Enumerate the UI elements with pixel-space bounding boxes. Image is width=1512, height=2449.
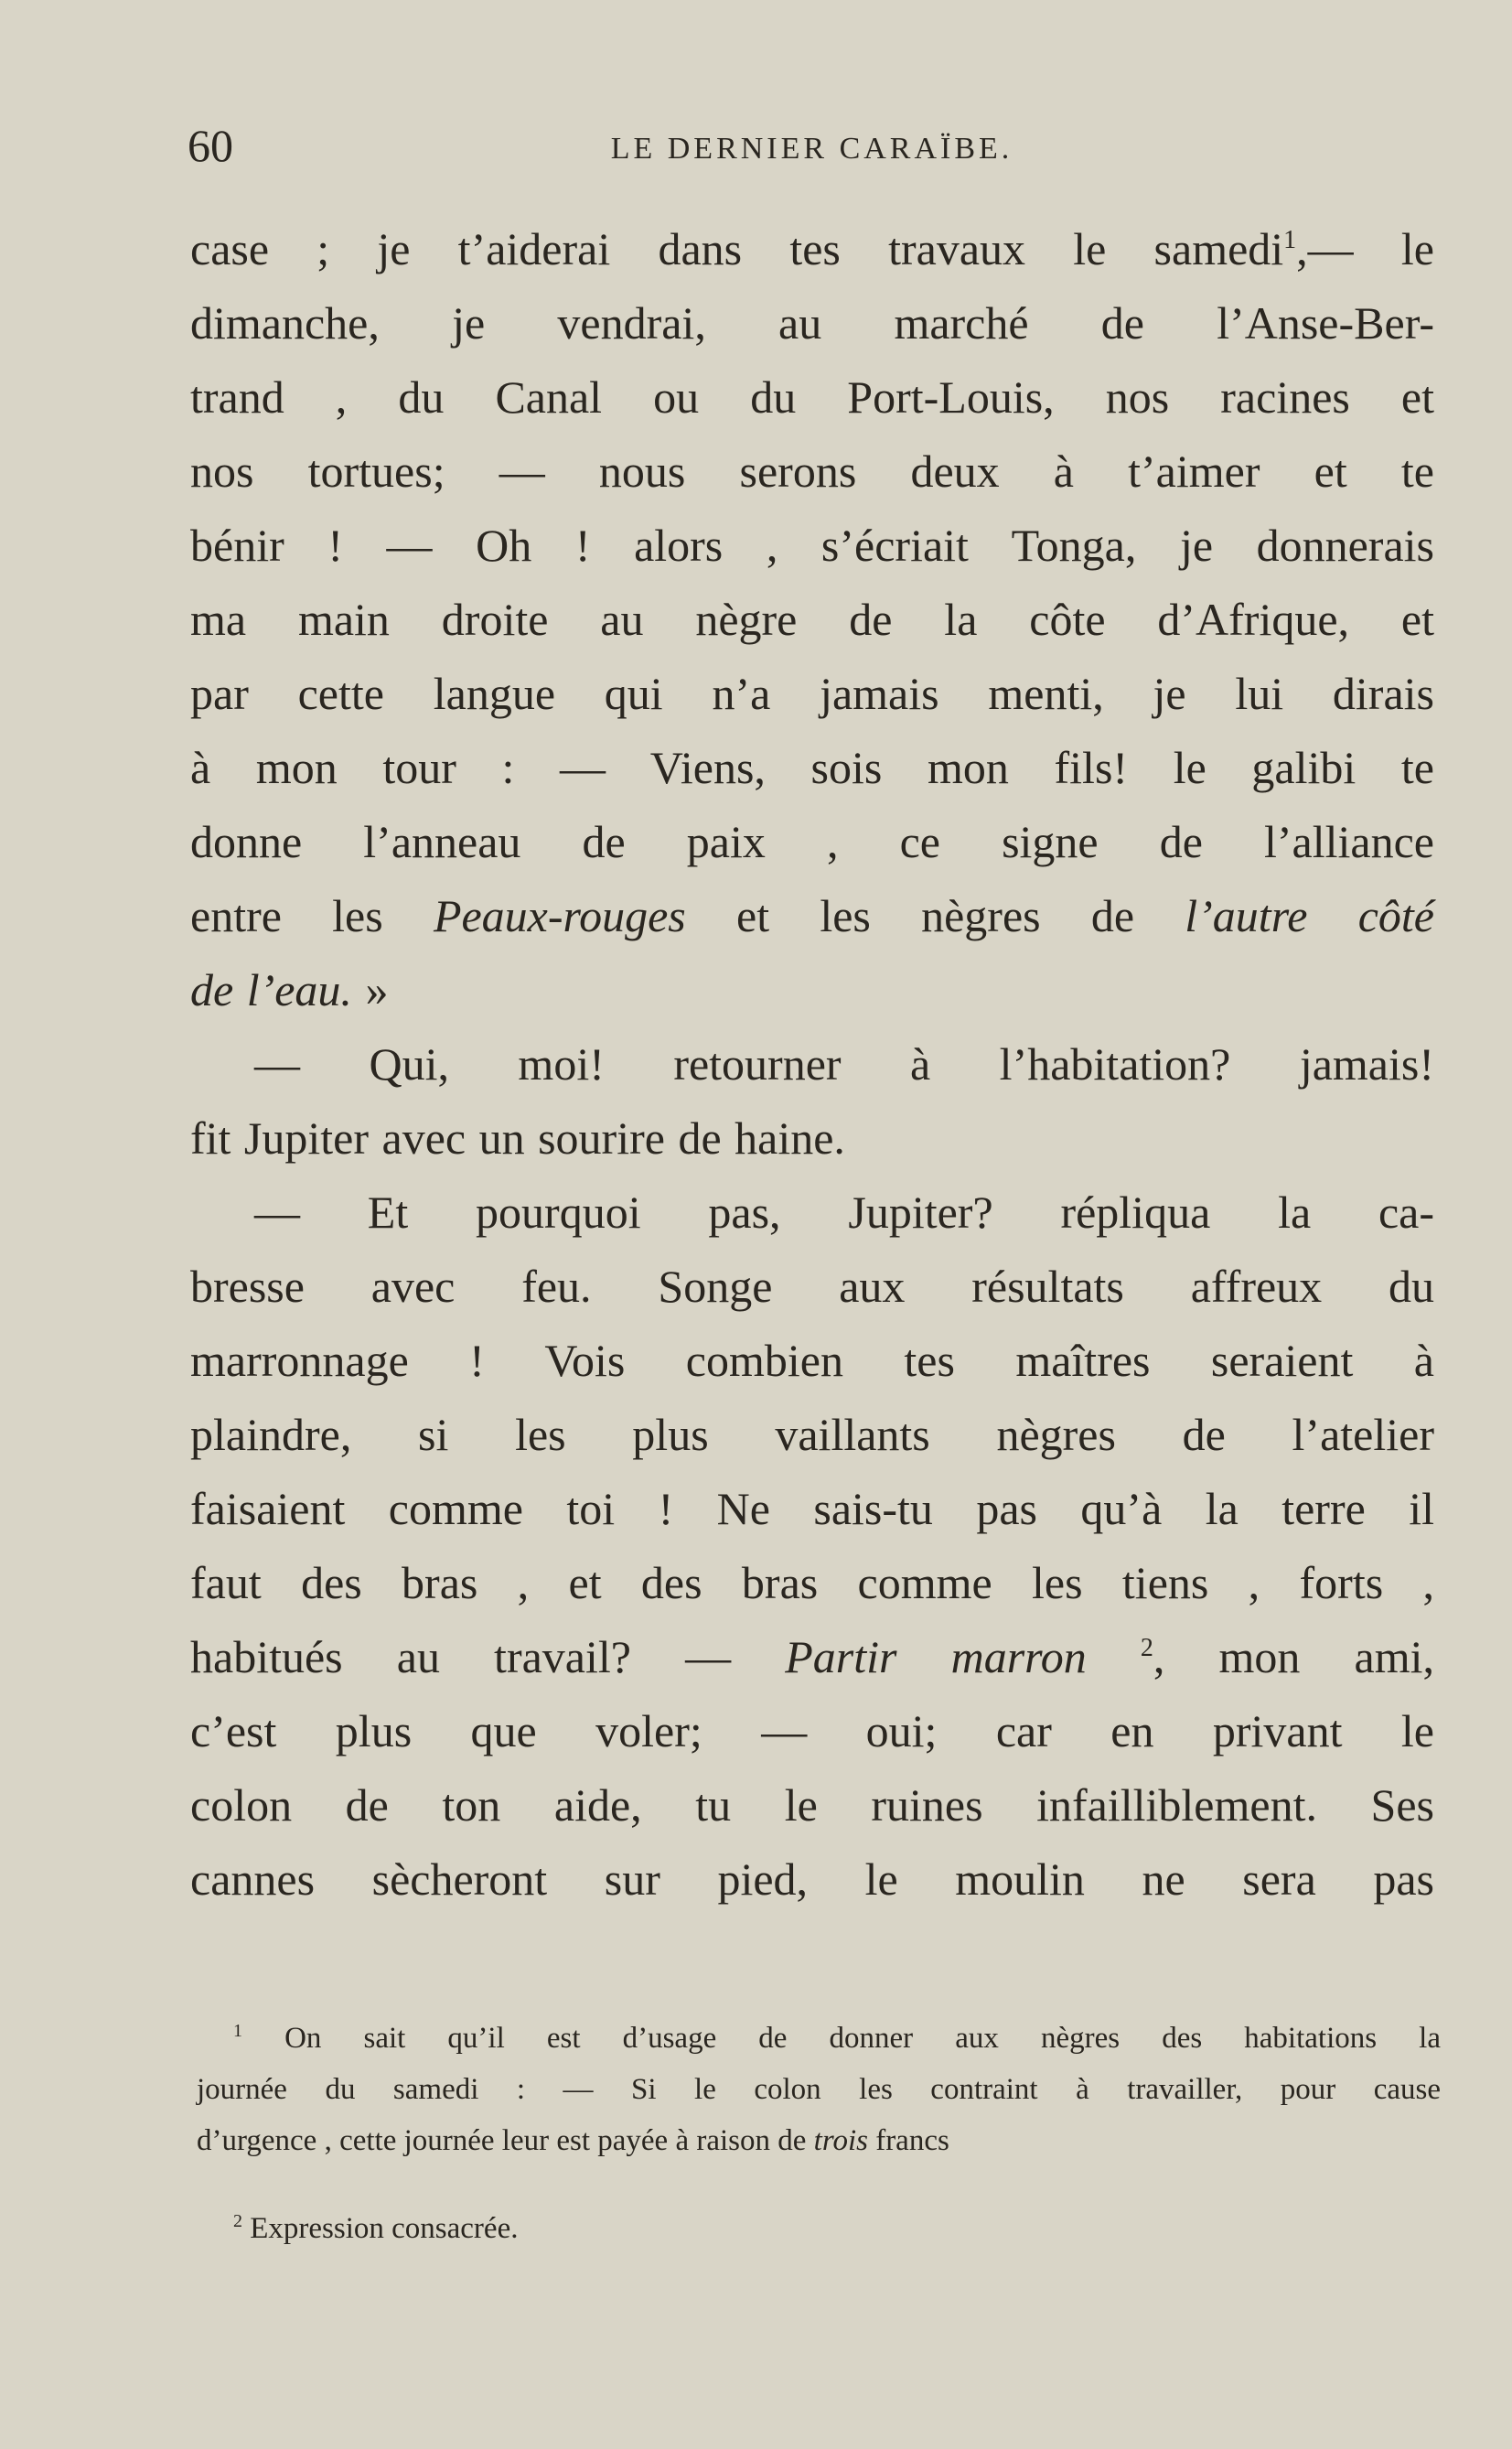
text-run: plaindre, si les plus vaillants nègres de l’atelier [190, 1409, 1434, 1460]
text-run: entre les [190, 890, 434, 941]
text-run [1087, 1631, 1141, 1682]
footnote-line [197, 2115, 1441, 2166]
text-run: Expression consacrée. [242, 2212, 519, 2245]
text-line [190, 1250, 1434, 1324]
text-run: c’est plus que voler; — oui; car en privant le [190, 1705, 1434, 1756]
text-run: , mon ami, [1153, 1631, 1434, 1682]
text-run: marronnage ! Vois combien tes maîtres seraient à [190, 1335, 1434, 1386]
footnote-marker: 2 [1140, 1634, 1153, 1662]
text-run: On sait qu’il est d’usage de donner aux nègres des habitations la [242, 2022, 1441, 2055]
text-line [190, 1694, 1434, 1768]
footnote-gap [197, 2166, 1441, 2203]
text-line [190, 1324, 1434, 1398]
text-run: trand , du Canal ou du Port-Louis, nos racines et [190, 371, 1434, 423]
text-line [190, 1768, 1434, 1842]
text-line [190, 953, 1434, 1027]
text-run: case ; je t’aiderai dans tes travaux le samedi [190, 223, 1284, 274]
text-run: » [351, 964, 389, 1015]
text-run: et les nègres de [685, 890, 1185, 941]
footnote-line [197, 2013, 1441, 2064]
running-header [188, 119, 1436, 174]
text-line [190, 1398, 1434, 1472]
text-line [190, 1546, 1434, 1620]
italic-text: trois [813, 2124, 868, 2157]
footnote-marker: 1 [1283, 226, 1297, 254]
text-line [190, 731, 1434, 805]
text-line [190, 509, 1434, 583]
page-number: 60 [188, 120, 233, 171]
text-line [190, 879, 1434, 953]
text-line [190, 1842, 1434, 1917]
text-line [190, 435, 1434, 509]
footnote-marker: 2 [233, 2211, 242, 2231]
text-run: donne l’anneau de paix , ce signe de l’alliance [190, 816, 1434, 867]
text-run: ma main droite au nègre de la côte d’Afrique, et [190, 594, 1434, 645]
text-run: — Qui, moi! retourner à l’habitation? jamais! [254, 1038, 1434, 1090]
text-run: dimanche, je vendrai, au marché de l’Anse-Ber- [190, 297, 1434, 349]
italic-text: de l’eau. [190, 964, 352, 1015]
text-line [190, 360, 1434, 435]
text-run: d’urgence , cette journée leur est payée à raison de [197, 2124, 814, 2157]
footnotes [197, 2013, 1441, 2254]
text-run: ,— le [1296, 223, 1434, 274]
text-run: colon de ton aide, tu le ruines infailliblement. Ses [190, 1779, 1434, 1831]
text-line [190, 212, 1434, 286]
text-line [190, 1027, 1434, 1101]
text-run: par cette langue qui n’a jamais menti, je lui dirais [190, 668, 1434, 719]
text-line [190, 1620, 1434, 1694]
text-line [190, 583, 1434, 657]
text-line [190, 1472, 1434, 1546]
text-run: faut des bras , et des bras comme les tiens , forts , [190, 1557, 1434, 1608]
text-run: cannes sècheront sur pied, le moulin ne sera pas [190, 1853, 1434, 1905]
text-run: — Et pourquoi pas, Jupiter? répliqua la ca- [254, 1187, 1434, 1238]
text-line [190, 657, 1434, 731]
text-run: francs [867, 2124, 949, 2157]
text-run: faisaient comme toi ! Ne sais-tu pas qu’à la terre il [190, 1483, 1434, 1534]
italic-text: l’autre côté [1185, 890, 1435, 941]
text-run: bresse avec feu. Songe aux résultats affreux du [190, 1261, 1434, 1312]
text-line [190, 1176, 1434, 1250]
text-line [190, 805, 1434, 879]
body-text [190, 212, 1434, 1917]
text-run: fit Jupiter avec un sourire de haine. [190, 1112, 845, 1164]
text-run: habitués au travail? — [190, 1631, 786, 1682]
footnote-line [197, 2064, 1441, 2115]
text-line [190, 286, 1434, 360]
footnote-line [197, 2203, 1441, 2254]
text-run: bénir ! — Oh ! alors , s’écriait Tonga, je donnerais [190, 520, 1434, 571]
footnote-marker: 1 [233, 2021, 242, 2041]
text-line [190, 1101, 1434, 1176]
italic-text: Peaux-rouges [433, 890, 686, 941]
text-run: nos tortues; — nous serons deux à t’aimer et te [190, 446, 1434, 497]
text-run: journée du samedi : — Si le colon les contraint à travailler, pour cause [197, 2073, 1441, 2106]
italic-text: Partir marron [785, 1631, 1087, 1682]
running-title: LE DERNIER CARAÏBE. [610, 132, 1013, 166]
text-run: à mon tour : — Viens, sois mon fils! le galibi te [190, 742, 1434, 793]
